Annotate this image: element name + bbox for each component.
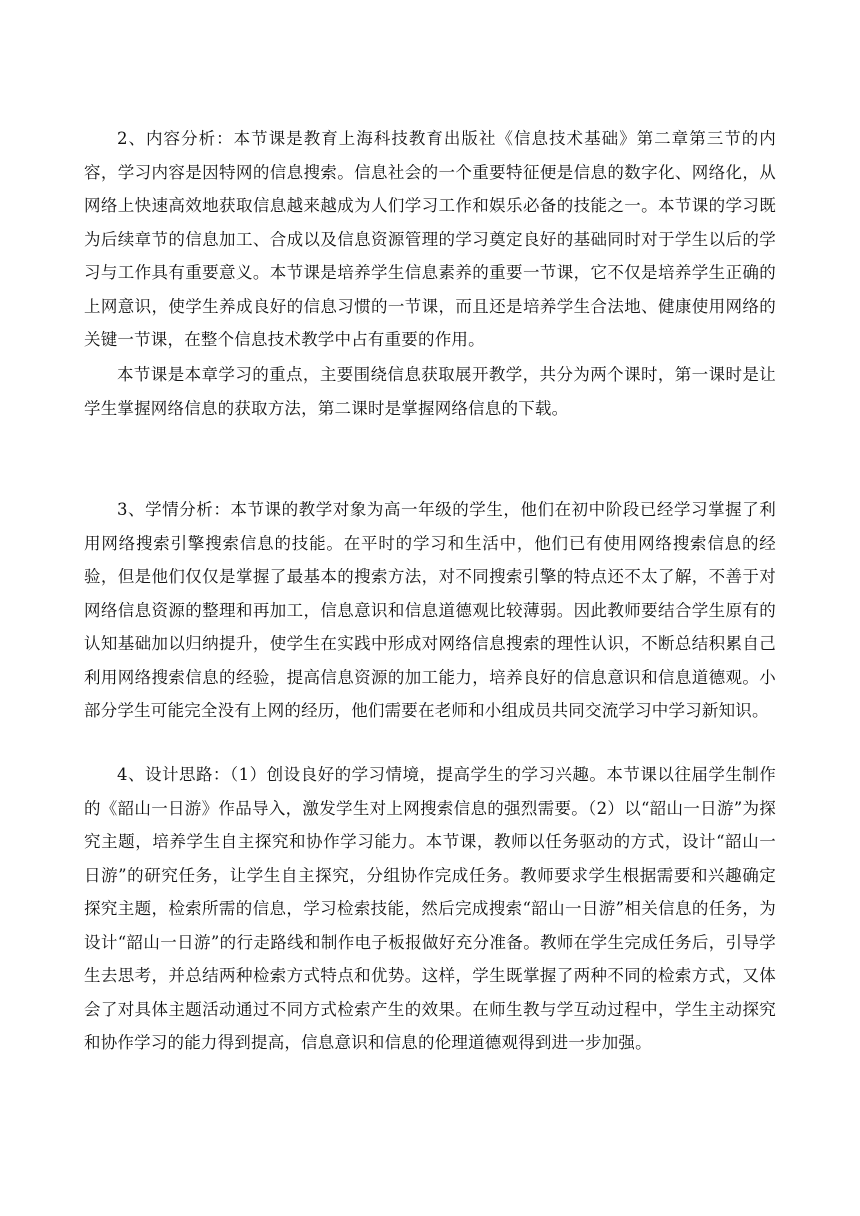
paragraph-design-approach: 4、设计思路：（1）创设良好的学习情境，提高学生的学习兴趣。本节课以往届学生制作的《韶山一日游》作品导入，激发学生对上网搜索信息的强烈需要。（2）以“韶山一日游”为探究主题，培养学生自主探究和协作学习能力。本节课，教师以任务驱动的方式，设计“韶山一日游”的研究任务，让学生自主探究，分组协作完成任务。教师要求学生根据需要和兴趣确定探究主题，检索所需的信息，学习检索技能，然后完成搜索“韶山一日游”相关信息的任务，为设计“韶山一日游”的行走路线和制作电子板报做好充分准备。教师在学生完成任务后，引导学生去思考，并总结两种检索方式特点和优势。这样，学生既掌握了两种不同的检索方式，又体会了对具体主题活动通过不同方式检索产生的效果。在师生教与学互动过程中，学生主动探究和协作学习的能力得到提高，信息意识和信息的伦理道德观得到进一步加强。 <box>84 765 776 1052</box>
paragraph-learner-analysis: 3、学情分析：本节课的教学对象为高一年级的学生，他们在初中阶段已经学习掌握了利用网络搜索引擎搜索信息的技能。在平时的学习和生活中，他们已有使用网络搜索信息的经验，但是他们仅仅是掌握了最基本的搜索方法，对不同搜索引擎的特点还不太了解，不善于对网络信息资源的整理和再加工，信息意识和信息道德观比较薄弱。因此教师要结合学生原有的认知基础加以归纳提升，使学生在实践中形成对网络信息搜索的理性认识，不断总结积累自己利用网络搜索信息的经验，提高信息资源的加工能力，培养良好的信息意识和信息道德观。小部分学生可能完全没有上网的经历，他们需要在老师和小组成员共同交流学习中学习新知识。 <box>84 500 776 720</box>
paragraph-content-analysis: 2、内容分析：本节课是教育上海科技教育出版社《信息技术基础》第二章第三节的内容，学习内容是因特网的信息搜索。信息社会的一个重要特征便是信息的数字化、网络化，从网络上快速高效地获取信息越来越成为人们学习工作和娱乐必备的技能之一。本节课的学习既为后续章节的信息加工、合成以及信息资源管理的学习奠定良好的基础同时对于学生以后的学习与工作具有重要意义。本节课是培养学生信息素养的重要一节课，它不仅是培养学生正确的上网意识，使学生养成良好的信息习惯的一节课，而且还是培养学生合法地、健康使用网络的关键一节课，在整个信息技术教学中占有重要的作用。 <box>84 129 776 349</box>
paragraph-lesson-overview: 本节课是本章学习的重点，主要围绕信息获取展开教学，共分为两个课时，第一课时是让学生掌握网络信息的获取方法，第二课时是掌握网络信息的下载。 <box>84 365 776 418</box>
